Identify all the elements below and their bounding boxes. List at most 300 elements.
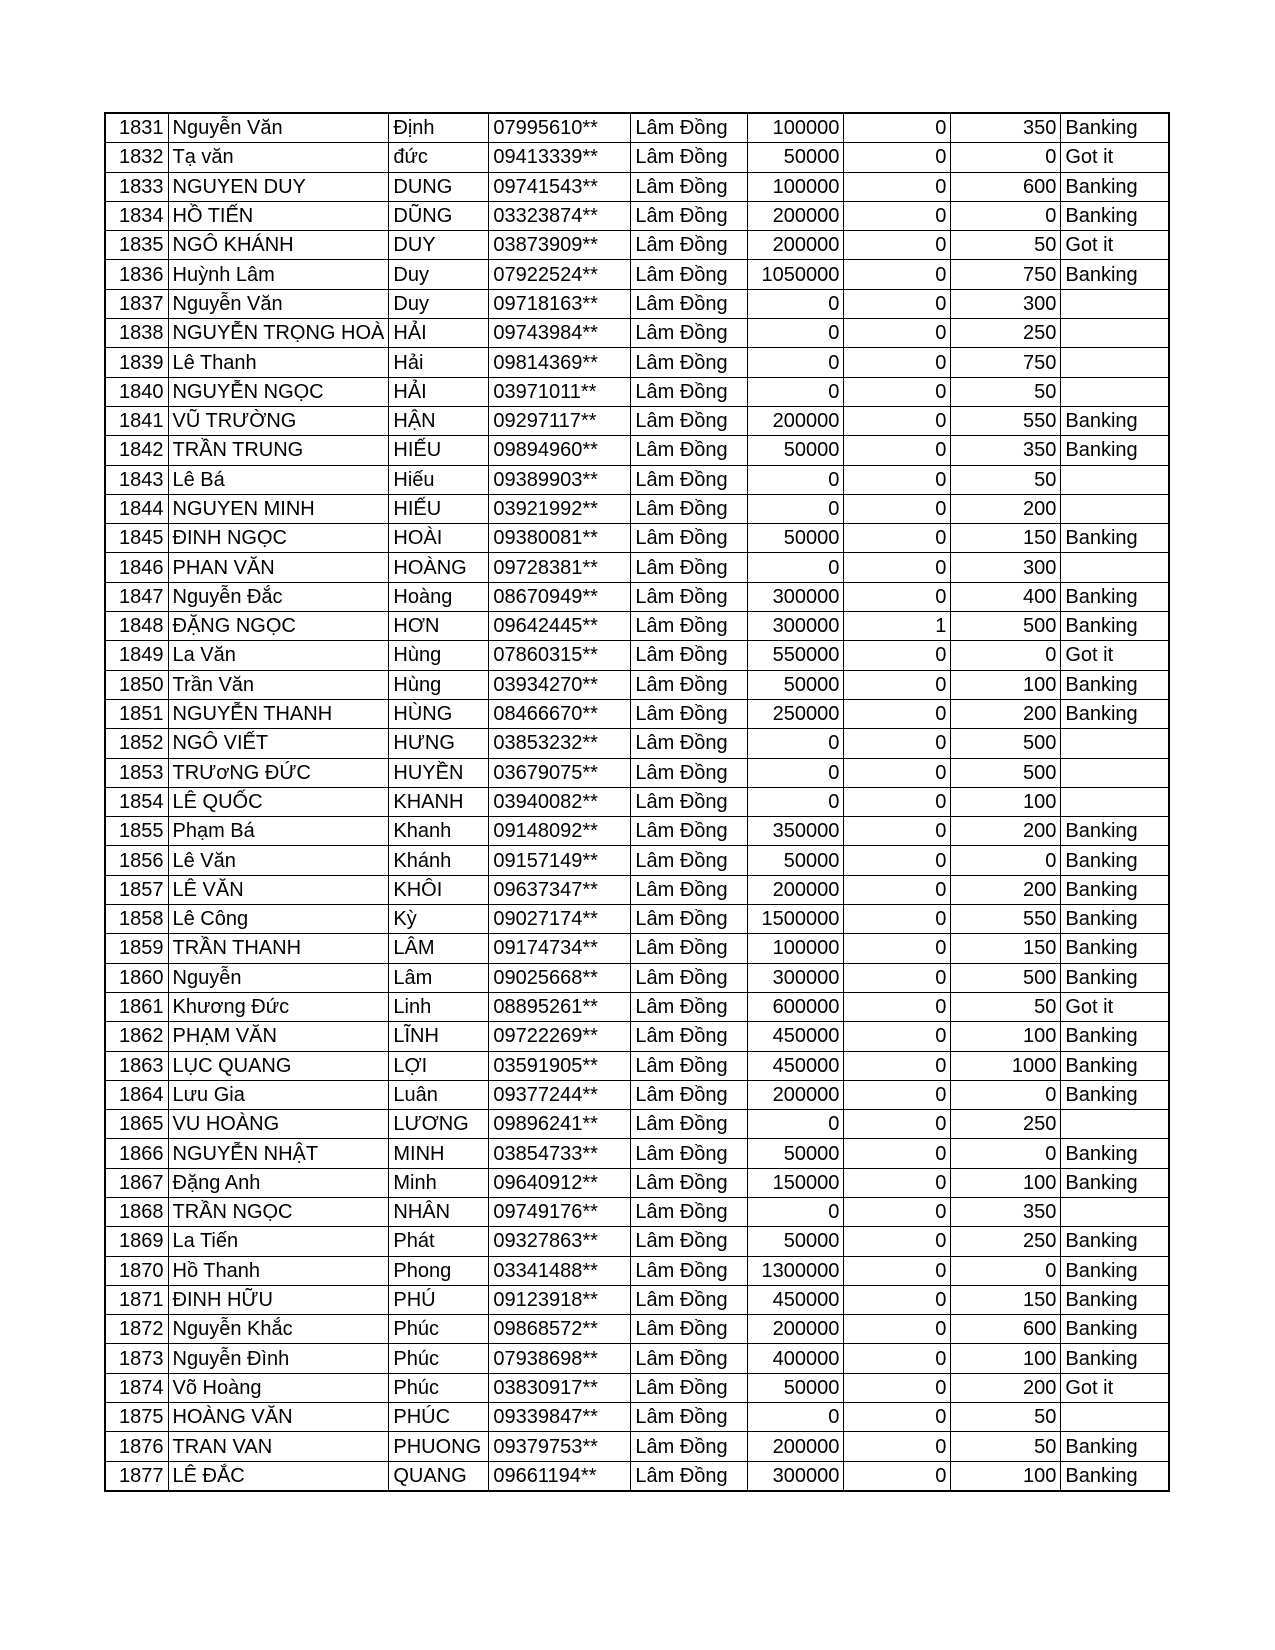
table-row: [105, 553, 1169, 582]
cell-amount: 200000: [748, 231, 844, 260]
cell-points: 50: [951, 1403, 1061, 1432]
table-row: [105, 113, 1169, 143]
table-row: [105, 348, 1169, 377]
cell-count: 0: [844, 992, 951, 1021]
cell-first-name: HÙNG: [389, 699, 489, 728]
cell-points: 600: [951, 1315, 1061, 1344]
cell-province: Lâm Đồng: [631, 1022, 748, 1051]
cell-amount: 200000: [748, 1315, 844, 1344]
cell-row-number: 1877: [105, 1461, 168, 1491]
cell-province: Lâm Đồng: [631, 319, 748, 348]
cell-last-name: Nguyễn Đình: [168, 1344, 389, 1373]
cell-phone: 09661194**: [489, 1461, 631, 1491]
cell-phone: 09413339**: [489, 143, 631, 172]
cell-count: 0: [844, 875, 951, 904]
cell-amount: 200000: [748, 875, 844, 904]
cell-last-name: La Tiến: [168, 1227, 389, 1256]
cell-province: Lâm Đồng: [631, 1168, 748, 1197]
cell-payment-method: [1061, 348, 1169, 377]
table-row: [105, 1256, 1169, 1285]
cell-last-name: Nguyễn Văn: [168, 289, 389, 318]
cell-last-name: VŨ TRƯỜNG: [168, 406, 389, 435]
cell-payment-method: Banking: [1061, 1461, 1169, 1491]
cell-points: 50: [951, 465, 1061, 494]
cell-last-name: LÊ ĐẮC: [168, 1461, 389, 1491]
cell-points: 750: [951, 348, 1061, 377]
cell-province: Lâm Đồng: [631, 113, 748, 143]
cell-points: 500: [951, 758, 1061, 787]
cell-amount: 0: [748, 348, 844, 377]
cell-first-name: Luân: [389, 1080, 489, 1109]
cell-amount: 400000: [748, 1344, 844, 1373]
cell-count: 0: [844, 1285, 951, 1314]
cell-points: 150: [951, 934, 1061, 963]
cell-province: Lâm Đồng: [631, 1432, 748, 1461]
cell-payment-method: Banking: [1061, 1168, 1169, 1197]
table-row: [105, 699, 1169, 728]
cell-first-name: Phúc: [389, 1344, 489, 1373]
cell-last-name: Võ Hoàng: [168, 1373, 389, 1402]
cell-payment-method: Banking: [1061, 436, 1169, 465]
cell-phone: 03323874**: [489, 201, 631, 230]
cell-payment-method: Banking: [1061, 1080, 1169, 1109]
cell-last-name: Lê Văn: [168, 846, 389, 875]
cell-payment-method: Banking: [1061, 1139, 1169, 1168]
cell-first-name: DUY: [389, 231, 489, 260]
cell-last-name: TRƯơNG ĐỨC: [168, 758, 389, 787]
table-row: [105, 905, 1169, 934]
cell-points: 0: [951, 143, 1061, 172]
cell-last-name: Lê Thanh: [168, 348, 389, 377]
cell-first-name: PHÚC: [389, 1403, 489, 1432]
cell-province: Lâm Đồng: [631, 289, 748, 318]
cell-payment-method: [1061, 289, 1169, 318]
cell-last-name: TRẦN NGỌC: [168, 1197, 389, 1226]
cell-points: 550: [951, 406, 1061, 435]
cell-payment-method: Banking: [1061, 201, 1169, 230]
cell-payment-method: Banking: [1061, 1344, 1169, 1373]
table-row: [105, 377, 1169, 406]
cell-last-name: La Văn: [168, 641, 389, 670]
table-row: [105, 787, 1169, 816]
cell-points: 100: [951, 787, 1061, 816]
cell-count: 0: [844, 348, 951, 377]
cell-last-name: Huỳnh Lâm: [168, 260, 389, 289]
cell-phone: 03971011**: [489, 377, 631, 406]
cell-payment-method: Banking: [1061, 524, 1169, 553]
cell-row-number: 1875: [105, 1403, 168, 1432]
cell-count: 0: [844, 1373, 951, 1402]
cell-payment-method: Banking: [1061, 905, 1169, 934]
cell-row-number: 1845: [105, 524, 168, 553]
cell-last-name: LỤC QUANG: [168, 1051, 389, 1080]
table-row: [105, 172, 1169, 201]
cell-first-name: KHÔI: [389, 875, 489, 904]
cell-first-name: PHUONG: [389, 1432, 489, 1461]
cell-phone: 09718163**: [489, 289, 631, 318]
cell-payment-method: [1061, 1403, 1169, 1432]
cell-province: Lâm Đồng: [631, 817, 748, 846]
cell-phone: 07860315**: [489, 641, 631, 670]
cell-first-name: Minh: [389, 1168, 489, 1197]
cell-count: 0: [844, 319, 951, 348]
cell-count: 0: [844, 1080, 951, 1109]
cell-amount: 50000: [748, 1227, 844, 1256]
cell-count: 0: [844, 670, 951, 699]
cell-row-number: 1841: [105, 406, 168, 435]
cell-amount: 50000: [748, 524, 844, 553]
cell-phone: 03934270**: [489, 670, 631, 699]
cell-phone: 09380081**: [489, 524, 631, 553]
table-row: [105, 670, 1169, 699]
cell-first-name: HUYỀN: [389, 758, 489, 787]
cell-amount: 600000: [748, 992, 844, 1021]
cell-phone: 09174734**: [489, 934, 631, 963]
cell-first-name: Hùng: [389, 670, 489, 699]
cell-count: 0: [844, 905, 951, 934]
cell-points: 1000: [951, 1051, 1061, 1080]
cell-last-name: PHẠM VĂN: [168, 1022, 389, 1051]
cell-last-name: Lê Công: [168, 905, 389, 934]
cell-phone: 09743984**: [489, 319, 631, 348]
cell-province: Lâm Đồng: [631, 260, 748, 289]
table-row: [105, 319, 1169, 348]
cell-province: Lâm Đồng: [631, 1139, 748, 1168]
cell-first-name: Khánh: [389, 846, 489, 875]
cell-payment-method: Banking: [1061, 1227, 1169, 1256]
cell-payment-method: [1061, 1197, 1169, 1226]
cell-phone: 09642445**: [489, 612, 631, 641]
cell-first-name: Kỳ: [389, 905, 489, 934]
cell-first-name: LƯƠNG: [389, 1110, 489, 1139]
cell-count: 0: [844, 1168, 951, 1197]
cell-first-name: HƯNG: [389, 729, 489, 758]
cell-first-name: LĨNH: [389, 1022, 489, 1051]
cell-phone: 09025668**: [489, 963, 631, 992]
cell-last-name: ĐINH NGỌC: [168, 524, 389, 553]
cell-first-name: MINH: [389, 1139, 489, 1168]
cell-row-number: 1849: [105, 641, 168, 670]
cell-phone: 09379753**: [489, 1432, 631, 1461]
cell-points: 350: [951, 436, 1061, 465]
cell-row-number: 1871: [105, 1285, 168, 1314]
cell-row-number: 1873: [105, 1344, 168, 1373]
table-row: [105, 1139, 1169, 1168]
cell-phone: 08895261**: [489, 992, 631, 1021]
cell-amount: 0: [748, 1403, 844, 1432]
table-row: [105, 612, 1169, 641]
cell-count: 0: [844, 729, 951, 758]
cell-count: 0: [844, 289, 951, 318]
table-row: [105, 875, 1169, 904]
cell-count: 0: [844, 699, 951, 728]
cell-count: 0: [844, 1461, 951, 1491]
cell-count: 0: [844, 1256, 951, 1285]
cell-payment-method: [1061, 319, 1169, 348]
cell-count: 0: [844, 1022, 951, 1051]
table-row: [105, 1403, 1169, 1432]
cell-row-number: 1860: [105, 963, 168, 992]
cell-payment-method: Banking: [1061, 699, 1169, 728]
cell-row-number: 1855: [105, 817, 168, 846]
cell-province: Lâm Đồng: [631, 553, 748, 582]
table-row: [105, 1461, 1169, 1491]
cell-row-number: 1846: [105, 553, 168, 582]
cell-count: 0: [844, 641, 951, 670]
cell-first-name: Phúc: [389, 1315, 489, 1344]
cell-payment-method: Banking: [1061, 1432, 1169, 1461]
cell-last-name: Nguyễn Văn: [168, 113, 389, 143]
cell-count: 0: [844, 1227, 951, 1256]
cell-first-name: QUANG: [389, 1461, 489, 1491]
cell-province: Lâm Đồng: [631, 612, 748, 641]
cell-points: 200: [951, 1373, 1061, 1402]
cell-row-number: 1876: [105, 1432, 168, 1461]
cell-first-name: Duy: [389, 260, 489, 289]
cell-count: 0: [844, 201, 951, 230]
cell-last-name: NGUYEN DUY: [168, 172, 389, 201]
cell-row-number: 1865: [105, 1110, 168, 1139]
cell-payment-method: Banking: [1061, 670, 1169, 699]
cell-province: Lâm Đồng: [631, 699, 748, 728]
cell-phone: 09722269**: [489, 1022, 631, 1051]
cell-points: 200: [951, 699, 1061, 728]
cell-points: 350: [951, 1197, 1061, 1226]
cell-phone: 07938698**: [489, 1344, 631, 1373]
cell-first-name: NHÂN: [389, 1197, 489, 1226]
cell-last-name: VU HOÀNG: [168, 1110, 389, 1139]
cell-first-name: HOÀNG: [389, 553, 489, 582]
cell-payment-method: Banking: [1061, 817, 1169, 846]
cell-points: 100: [951, 1461, 1061, 1491]
table-row: [105, 729, 1169, 758]
table-row: [105, 231, 1169, 260]
cell-points: 50: [951, 992, 1061, 1021]
cell-payment-method: Banking: [1061, 172, 1169, 201]
cell-amount: 50000: [748, 143, 844, 172]
cell-last-name: NGUYỄN TRỌNG HOÀ: [168, 319, 389, 348]
cell-count: 0: [844, 377, 951, 406]
cell-phone: 03854733**: [489, 1139, 631, 1168]
cell-last-name: NGUYỄN THANH: [168, 699, 389, 728]
cell-first-name: DŨNG: [389, 201, 489, 230]
cell-payment-method: Banking: [1061, 1022, 1169, 1051]
cell-row-number: 1833: [105, 172, 168, 201]
cell-last-name: Hồ Thanh: [168, 1256, 389, 1285]
table-row: [105, 260, 1169, 289]
table-row: [105, 1080, 1169, 1109]
cell-payment-method: Banking: [1061, 113, 1169, 143]
cell-last-name: Nguyễn Đắc: [168, 582, 389, 611]
table-row: [105, 1197, 1169, 1226]
cell-points: 500: [951, 612, 1061, 641]
cell-points: 150: [951, 524, 1061, 553]
cell-last-name: ĐINH HỮU: [168, 1285, 389, 1314]
cell-row-number: 1839: [105, 348, 168, 377]
cell-first-name: Khanh: [389, 817, 489, 846]
cell-province: Lâm Đồng: [631, 1256, 748, 1285]
cell-row-number: 1857: [105, 875, 168, 904]
cell-payment-method: Got it: [1061, 641, 1169, 670]
cell-province: Lâm Đồng: [631, 231, 748, 260]
cell-first-name: Hoàng: [389, 582, 489, 611]
table-row: [105, 934, 1169, 963]
cell-payment-method: Banking: [1061, 934, 1169, 963]
cell-amount: 200000: [748, 201, 844, 230]
table-row: [105, 524, 1169, 553]
cell-last-name: ĐẶNG NGỌC: [168, 612, 389, 641]
cell-amount: 450000: [748, 1051, 844, 1080]
cell-row-number: 1853: [105, 758, 168, 787]
cell-points: 0: [951, 201, 1061, 230]
cell-last-name: NGÔ KHÁNH: [168, 231, 389, 260]
cell-phone: 03830917**: [489, 1373, 631, 1402]
cell-province: Lâm Đồng: [631, 1227, 748, 1256]
cell-count: 0: [844, 758, 951, 787]
cell-row-number: 1870: [105, 1256, 168, 1285]
cell-count: 0: [844, 1139, 951, 1168]
cell-points: 100: [951, 1344, 1061, 1373]
cell-points: 100: [951, 670, 1061, 699]
cell-phone: 03341488**: [489, 1256, 631, 1285]
cell-province: Lâm Đồng: [631, 172, 748, 201]
cell-first-name: PHÚ: [389, 1285, 489, 1314]
cell-payment-method: Got it: [1061, 231, 1169, 260]
cell-count: 0: [844, 787, 951, 816]
cell-count: 0: [844, 963, 951, 992]
cell-phone: 09749176**: [489, 1197, 631, 1226]
cell-row-number: 1842: [105, 436, 168, 465]
cell-phone: 09741543**: [489, 172, 631, 201]
cell-province: Lâm Đồng: [631, 846, 748, 875]
cell-amount: 50000: [748, 846, 844, 875]
cell-payment-method: Banking: [1061, 846, 1169, 875]
cell-points: 50: [951, 377, 1061, 406]
cell-count: 0: [844, 1344, 951, 1373]
cell-amount: 200000: [748, 1080, 844, 1109]
table-row: [105, 582, 1169, 611]
table-row: [105, 1315, 1169, 1344]
cell-phone: 09814369**: [489, 348, 631, 377]
cell-row-number: 1851: [105, 699, 168, 728]
cell-last-name: LÊ QUỐC: [168, 787, 389, 816]
cell-row-number: 1850: [105, 670, 168, 699]
cell-count: 0: [844, 231, 951, 260]
cell-last-name: TRAN VAN: [168, 1432, 389, 1461]
cell-row-number: 1854: [105, 787, 168, 816]
cell-amount: 250000: [748, 699, 844, 728]
cell-count: 0: [844, 1197, 951, 1226]
cell-last-name: Tạ văn: [168, 143, 389, 172]
cell-amount: 1050000: [748, 260, 844, 289]
cell-points: 550: [951, 905, 1061, 934]
cell-payment-method: Got it: [1061, 992, 1169, 1021]
cell-count: 0: [844, 113, 951, 143]
cell-province: Lâm Đồng: [631, 729, 748, 758]
cell-count: 0: [844, 465, 951, 494]
cell-row-number: 1863: [105, 1051, 168, 1080]
cell-first-name: KHANH: [389, 787, 489, 816]
cell-amount: 100000: [748, 934, 844, 963]
table-row: [105, 1051, 1169, 1080]
cell-points: 750: [951, 260, 1061, 289]
cell-amount: 100000: [748, 172, 844, 201]
cell-province: Lâm Đồng: [631, 377, 748, 406]
cell-row-number: 1859: [105, 934, 168, 963]
cell-first-name: Linh: [389, 992, 489, 1021]
cell-phone: 09327863**: [489, 1227, 631, 1256]
cell-province: Lâm Đồng: [631, 1110, 748, 1139]
cell-phone: 09148092**: [489, 817, 631, 846]
cell-phone: 07995610**: [489, 113, 631, 143]
cell-count: 0: [844, 494, 951, 523]
cell-points: 100: [951, 1168, 1061, 1197]
cell-first-name: HOÀI: [389, 524, 489, 553]
cell-points: 50: [951, 1432, 1061, 1461]
cell-payment-method: Got it: [1061, 1373, 1169, 1402]
cell-phone: 03940082**: [489, 787, 631, 816]
table-row: [105, 846, 1169, 875]
cell-points: 50: [951, 231, 1061, 260]
table-body: [105, 113, 1169, 1491]
cell-points: 0: [951, 1080, 1061, 1109]
cell-payment-method: [1061, 494, 1169, 523]
table-row: [105, 992, 1169, 1021]
cell-row-number: 1838: [105, 319, 168, 348]
cell-row-number: 1834: [105, 201, 168, 230]
cell-last-name: HỒ TIẾN: [168, 201, 389, 230]
table-row: [105, 494, 1169, 523]
cell-payment-method: [1061, 729, 1169, 758]
cell-phone: 03853232**: [489, 729, 631, 758]
cell-province: Lâm Đồng: [631, 1315, 748, 1344]
cell-phone: 09640912**: [489, 1168, 631, 1197]
cell-count: 0: [844, 1051, 951, 1080]
cell-province: Lâm Đồng: [631, 641, 748, 670]
cell-province: Lâm Đồng: [631, 1285, 748, 1314]
cell-amount: 300000: [748, 582, 844, 611]
cell-phone: 09637347**: [489, 875, 631, 904]
cell-first-name: Hải: [389, 348, 489, 377]
cell-phone: 09894960**: [489, 436, 631, 465]
cell-province: Lâm Đồng: [631, 1080, 748, 1109]
cell-first-name: Phát: [389, 1227, 489, 1256]
cell-row-number: 1837: [105, 289, 168, 318]
table-row: [105, 465, 1169, 494]
cell-phone: 09896241**: [489, 1110, 631, 1139]
cell-province: Lâm Đồng: [631, 436, 748, 465]
cell-points: 500: [951, 963, 1061, 992]
cell-row-number: 1856: [105, 846, 168, 875]
cell-row-number: 1867: [105, 1168, 168, 1197]
cell-amount: 0: [748, 1110, 844, 1139]
cell-amount: 450000: [748, 1285, 844, 1314]
cell-points: 150: [951, 1285, 1061, 1314]
cell-amount: 0: [748, 729, 844, 758]
cell-phone: 09728381**: [489, 553, 631, 582]
cell-province: Lâm Đồng: [631, 1403, 748, 1432]
cell-points: 300: [951, 553, 1061, 582]
cell-amount: 0: [748, 494, 844, 523]
cell-row-number: 1831: [105, 113, 168, 143]
cell-last-name: NGUYEN MINH: [168, 494, 389, 523]
cell-province: Lâm Đồng: [631, 1373, 748, 1402]
cell-points: 0: [951, 641, 1061, 670]
cell-amount: 1500000: [748, 905, 844, 934]
cell-row-number: 1836: [105, 260, 168, 289]
cell-points: 100: [951, 1022, 1061, 1051]
cell-last-name: NGUYỄN NHẬT: [168, 1139, 389, 1168]
